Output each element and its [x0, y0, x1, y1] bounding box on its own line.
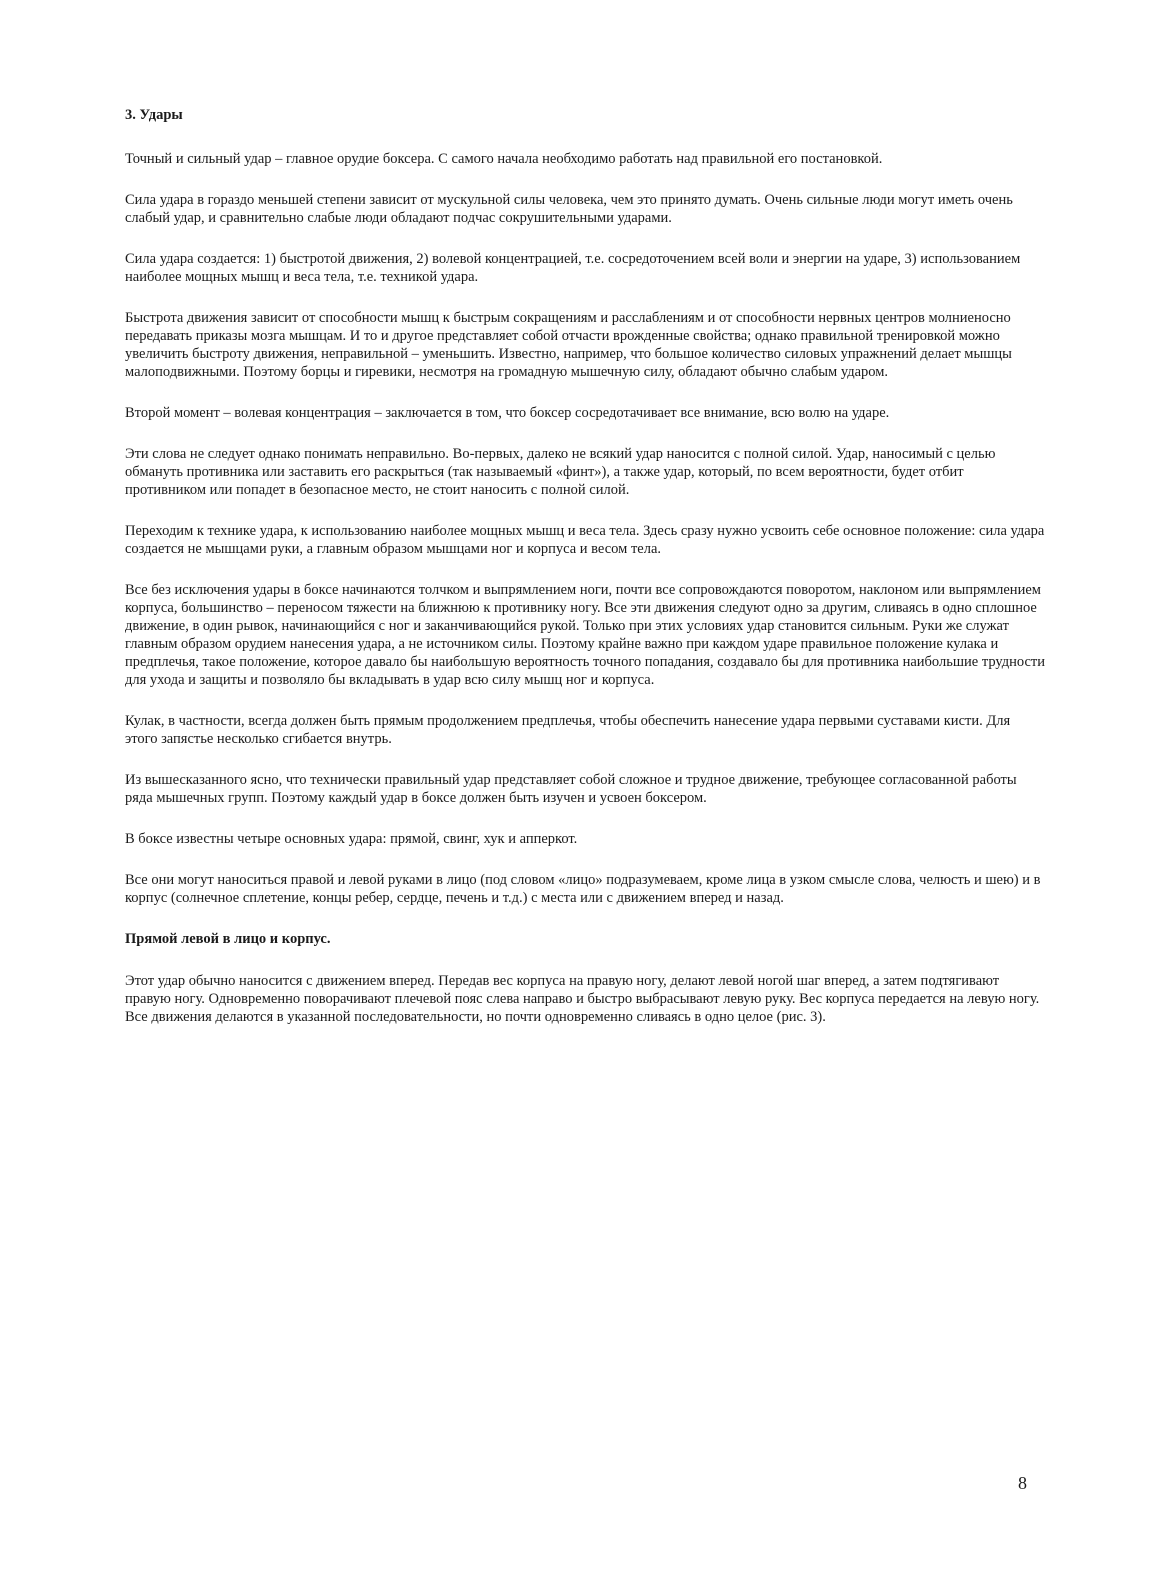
- paragraph: Все без исключения удары в боксе начинаются толчком и выпрямлением ноги, почти все сопровождаются поворотом, наклоном или выпрямлением корпуса, большинство – переносом тяжести на ближнюю к противнику ногу. Все эти движения следуют одно за другим, сливаясь в одно сплошное движение, в один рывок, начинающийся с ног и заканчивающийся рукой. Только при этих условиях удар становится сильным. Руки же служат главным образом орудием нанесения удара, а не источником силы. Поэтому крайне важно при каждом ударе правильное положение кулака и предплечья, такое положение, которое давало бы наибольшую вероятность точного попадания, создавало бы для противника наибольшие трудности для ухода и защиты и позволяло бы вкладывать в удар всю силу мышц ног и корпуса.: [125, 582, 1046, 688]
- paragraph: В боксе известны четыре основных удара: прямой, свинг, хук и апперкот.: [125, 831, 578, 847]
- paragraph: Сила удара создается: 1) быстротой движения, 2) волевой концентрацией, т.е. сосредоточением всей воли и энергии на ударе, 3) использованием наиболее мощных мышц и веса тела, т.е. техникой удара.: [125, 251, 1021, 285]
- subsection-heading: Прямой левой в лицо и корпус.: [125, 931, 331, 947]
- paragraph: Переходим к технике удара, к использованию наиболее мощных мышц и веса тела. Здесь сразу нужно усвоить себе основное положение: сила удара создается не мышцами руки, а главным образом мышцами ног и корпуса и весом тела.: [125, 523, 1045, 557]
- paragraph: Эти слова не следует однако понимать неправильно. Во-первых, далеко не всякий удар наносится с полной силой. Удар, наносимый с целью обмануть противника или заставить его раскрыться (так называемый «финт»), а также удар, который, по всем вероятности, будет отбит противником или попадет в безопасное место, не стоит наносить с полной силой.: [125, 446, 996, 498]
- paragraph: Быстрота движения зависит от способности мышц к быстрым сокращениям и расслаблениям и от способности нервных центров молниеносно передавать приказы мозга мышцам. И то и другое представляет собой отчасти врожденные свойства; однако правильной тренировкой можно увеличить быстроту движения, неправильной – уменьшить. Известно, например, что большое количество силовых упражнений делает мышцы малоподвижными. Поэтому борцы и гиревики, несмотря на громадную мышечную силу, обладают обычно слабым ударом.: [125, 310, 1012, 380]
- paragraph: Все они могут наноситься правой и левой руками в лицо (под словом «лицо» подразумеваем, кроме лица в узком смысле слова, челюсть и шею) и в корпус (солнечное сплетение, концы ребер, сердце, печень и т.д.) с места или с движением вперед и назад.: [125, 872, 1041, 906]
- section-heading: 3. Удары: [125, 107, 183, 123]
- paragraph: Этот удар обычно наносится с движением вперед. Передав вес корпуса на правую ногу, делают левой ногой шаг вперед, а затем подтягивают правую ногу. Одновременно поворачивают плечевой пояс слева направо и быстро выбрасывают левую руку. Вес корпуса передается на левую ногу. Все движения делаются в указанной последовательности, но почти одновременно сливаясь в одно целое (рис. 3).: [125, 973, 1040, 1025]
- page-content: [125, 106, 1045, 1049]
- paragraph: Сила удара в гораздо меньшей степени зависит от мускульной силы человека, чем это принято думать. Очень сильные люди могут иметь очень слабый удар, и сравнительно слабые люди обладают подчас сокрушительными ударами.: [125, 192, 1013, 226]
- paragraph: Точный и сильный удар – главное орудие боксера. С самого начала необходимо работать над правильной его постановкой.: [125, 151, 883, 167]
- paragraph: Из вышесказанного ясно, что технически правильный удар представляет собой сложное и трудное движение, требующее согласованной работы ряда мышечных групп. Поэтому каждый удар в боксе должен быть изучен и усвоен боксером.: [125, 772, 1017, 806]
- page-number: 8: [1018, 1473, 1027, 1493]
- paragraph: Кулак, в частности, всегда должен быть прямым продолжением предплечья, чтобы обеспечить нанесение удара первыми суставами кисти. Для этого запястье несколько сгибается внутрь.: [125, 713, 1011, 747]
- paragraph: Второй момент – волевая концентрация – заключается в том, что боксер сосредотачивает все внимание, всю волю на ударе.: [125, 405, 890, 421]
